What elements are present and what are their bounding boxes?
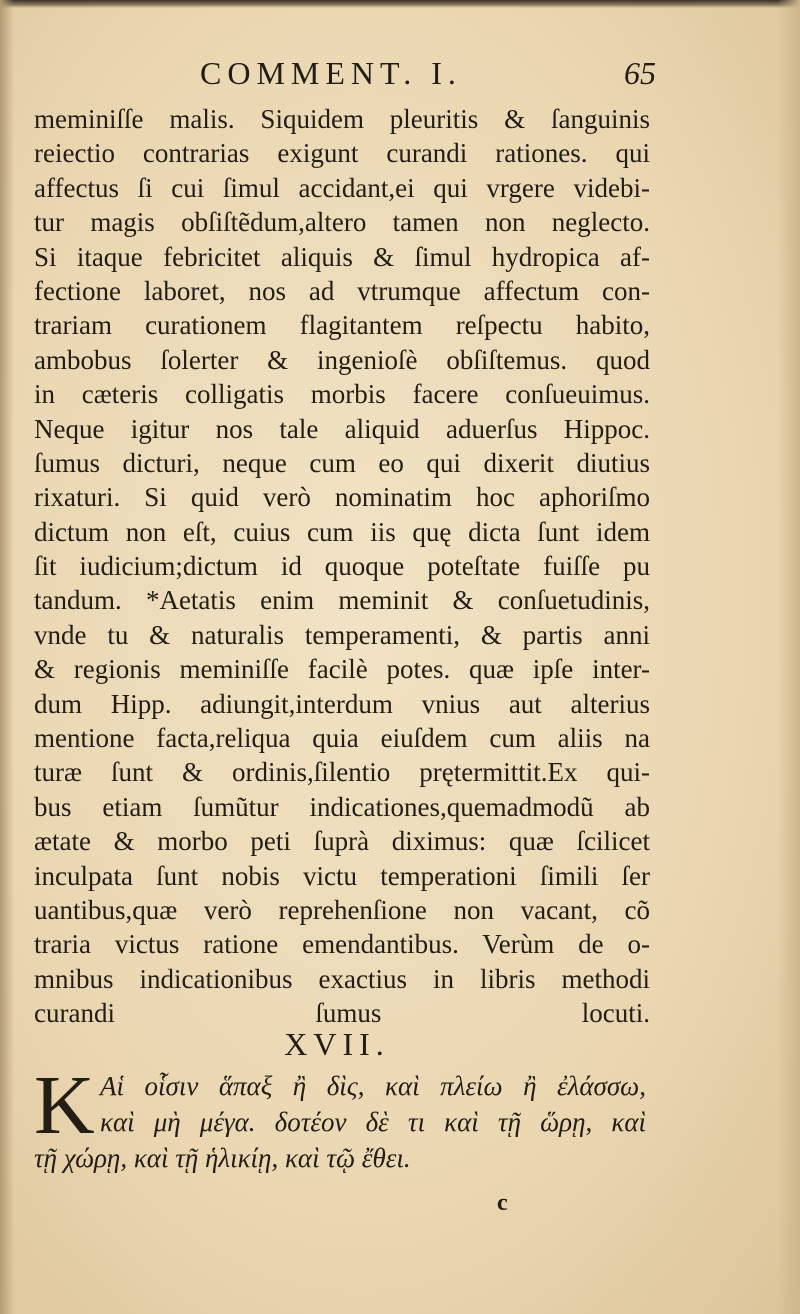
text-line: mentione facta,reliqua quia eiuſdem cum aliis na — [34, 723, 650, 754]
greek-line: τῇ χώρῃ, καὶ τῇ ἡλικίῃ, καὶ τῷ ἔθει. — [34, 1143, 411, 1173]
text-line: ſumus dicturi, neque cum eo qui dixerit diutius — [34, 447, 650, 478]
greek-line: Αἱ οἷσιν ἅπαξ ἢ δὶς, καὶ πλείω ἢ ἐλάσσω, — [100, 1071, 646, 1101]
text-line: Neque igitur nos tale aliquid aduerſus Hippoc. — [34, 413, 650, 444]
page-top-edge — [0, 0, 800, 8]
text-line: inculpata ſunt nobis victu temperationi ſimili ſer — [34, 860, 650, 891]
text-line: ſit iudicium;dictum id quoque poteſtate fuiſſe pu — [34, 551, 650, 582]
text-line: reiectio contrarias exigunt curandi rationes. qui — [34, 138, 650, 169]
greek-aphorism — [34, 1059, 646, 1176]
page-left-edge — [0, 0, 14, 1314]
text-line: turæ ſunt & ordinis,ſilentio prętermittit.Ex qui- — [34, 757, 650, 788]
text-line: trariam curationem flagitantem reſpectu habito, — [34, 310, 650, 341]
text-line: bus etiam ſumũtur indicationes,quemadmodũ ab — [34, 791, 650, 822]
text-line: dictum non eſt, cuius cum iis quę dicta ſunt idem — [34, 516, 650, 547]
text-line: & regionis meminiſſe facilè potes. quæ ipſe inter- — [34, 654, 650, 685]
text-line: meminiſſe malis. Siquidem pleuritis & ſanguinis — [34, 104, 650, 134]
text-line: ætate & morbo peti ſuprà diximus: quæ ſcilicet — [34, 826, 650, 857]
greek-line: καὶ μὴ μέγα. δοτέον δὲ τι καὶ τῇ ὥρῃ, καὶ — [100, 1107, 646, 1137]
page-right-edge — [778, 0, 800, 1314]
signature-mark: c — [497, 1190, 508, 1216]
text-line: ambobus ſolerter & ingenioſè obſiſtemus. quod — [34, 344, 650, 375]
text-line: affectus ſi cui ſimul accidant,ei qui vrgere videbi- — [34, 172, 650, 203]
section-heading: XVII. — [284, 1026, 390, 1062]
commentary-text — [34, 102, 650, 1031]
page-number: 65 — [624, 55, 656, 91]
text-line: fectione laboret, nos ad vtrumque affectum con- — [34, 275, 650, 306]
text-line: Si itaque febricitet aliquis & ſimul hydropica af- — [34, 241, 650, 272]
text-line: uantibus,quæ verò reprehenſione non vacant, cõ — [34, 894, 650, 925]
text-line: curandi ſumus locuti. — [34, 998, 650, 1029]
text-line: tur magis obſiſtẽdum,altero tamen non neglecto. — [34, 207, 650, 238]
text-line: tandum. *Aetatis enim meminit & conſuetudinis, — [34, 585, 650, 616]
text-line: mnibus indicationibus exactius in libris methodi — [34, 963, 650, 994]
text-line: in cæteris colligatis morbis facere conſueuimus. — [34, 379, 650, 410]
text-line: dum Hipp. adiungit,interdum vnius aut alterius — [34, 688, 650, 719]
running-head: COMMENT. I. — [200, 55, 462, 91]
drop-cap-initial: K — [34, 1059, 95, 1152]
text-line: traria victus ratione emendantibus. Verùm de o- — [34, 929, 650, 960]
text-line: rixaturi. Si quid verò nominatim hoc aphoriſmo — [34, 482, 650, 513]
text-line: vnde tu & naturalis temperamenti, & partis anni — [34, 619, 650, 650]
